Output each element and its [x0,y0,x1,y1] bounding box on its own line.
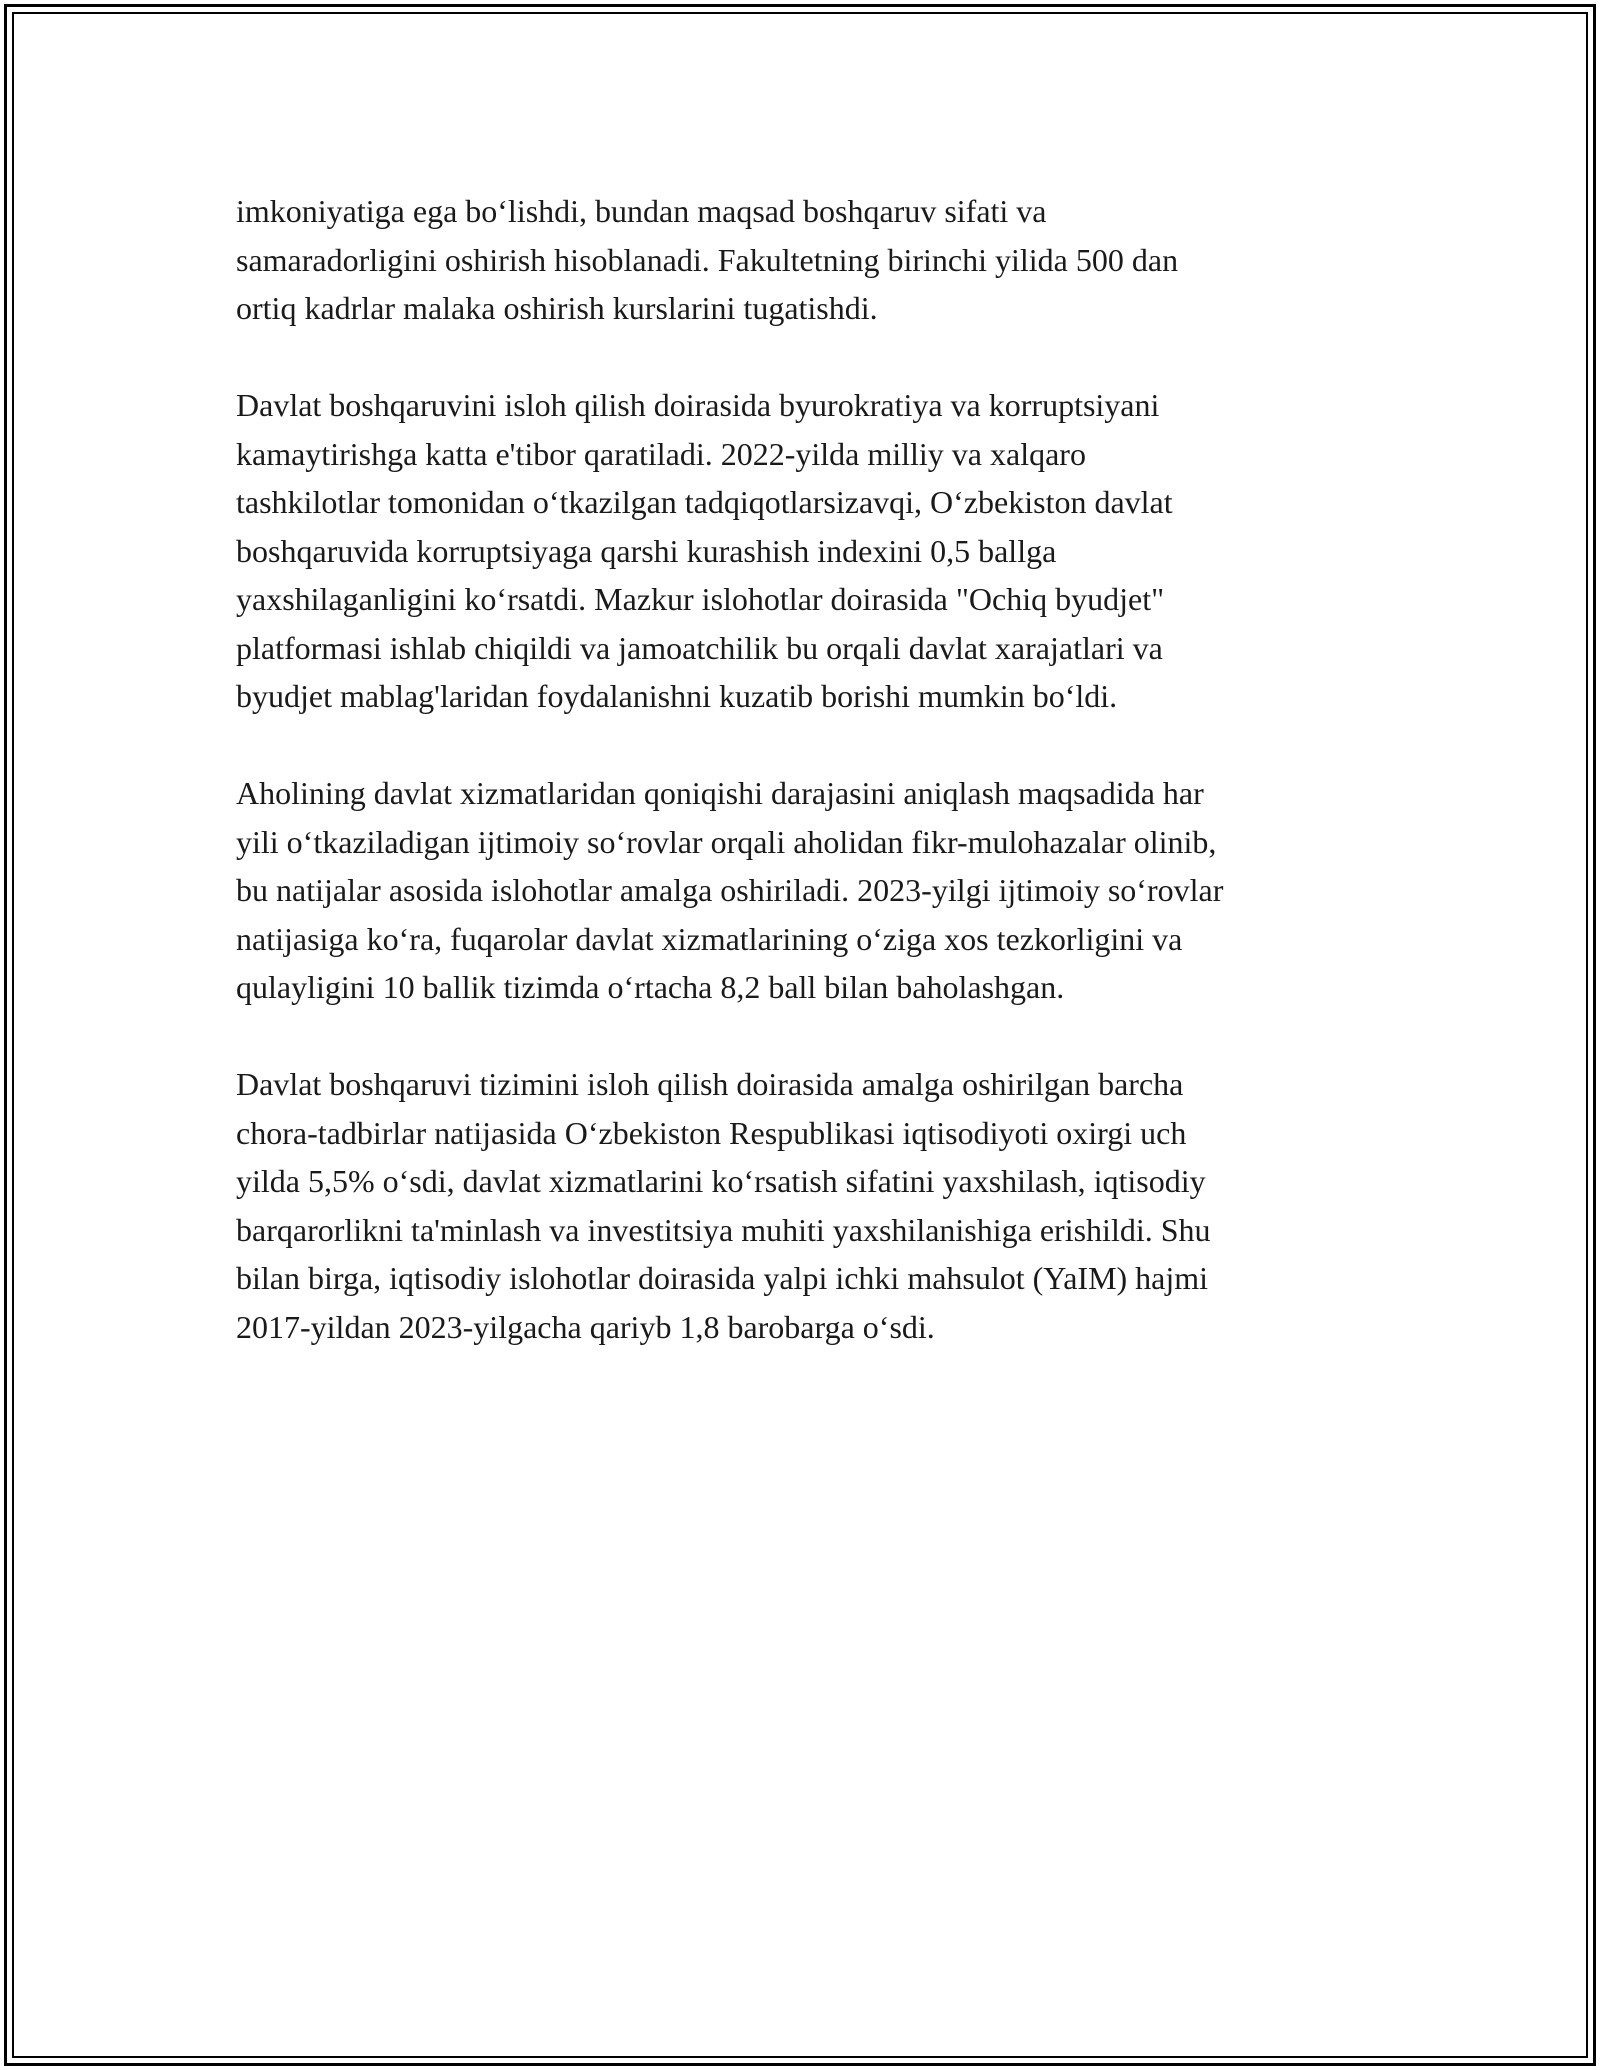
paragraph-3: Aholining davlat xizmatlaridan qoniqishi darajasini aniqlash maqsadida har yili o‘tkaziladigan ijtimoiy so‘rovlar orqali aholidan fikr-mulohazalar olinib, bu natijalar asosida islohotlar amalga oshiriladi. 2023-yilgi ijtimoiy so‘rovlar natijasiga ko‘ra, fuqarolar davlat xizmatlarining o‘ziga xos tezkorligini va qulayligini 10 ballik tizimda o‘rtacha 8,2 ball bilan baholashgan. [236,775,1224,1005]
paragraph-1: imkoniyatiga ega bo‘lishdi, bundan maqsad boshqaruv sifati va samaradorligini oshirish hisoblanadi. Fakultetning birinchi yilida 500 dan ortiq kadrlar malaka oshirish kurslarini tugatishdi. [236,193,1179,326]
paragraph-2: Davlat boshqaruvini isloh qilish doirasida byurokratiya va korruptsiyani kamaytirishga katta e'tibor qaratiladi. 2022-yilda milliy va xalqaro tashkilotlar tomonidan o‘tkazilgan tadqiqotlarsizavqi, O‘zbekiston davlat boshqaruvida korruptsiyaga qarshi kurashish indexini 0,5 ballga yaxshilaganligini ko‘rsatdi. Mazkur islohotlar doirasida "Ochiq byudjet" platformasi ishlab chiqildi va jamoatchilik bu orqali davlat xarajatlari va byudjet mablag'laridan foydalanishni kuzatib borishi mumkin bo‘ldi. [236,387,1173,714]
paragraph-4: Davlat boshqaruvi tizimini isloh qilish doirasida amalga oshirilgan barcha chora-tadbirlar natijasida O‘zbekiston Respublikasi iqtisodiyoti oxirgi uch yilda 5,5% o‘sdi, davlat xizmatlarini ko‘rsatish sifatini yaxshilash, iqtisodiy barqarorlikni ta'minlash va investitsiya muhiti yaxshilanishiga erishildi. Shu bilan birga, iqtisodiy islohotlar doirasida yalpi ichki mahsulot (YaIM) hajmi 2017-yildan 2023-yilgacha qariyb 1,8 barobarga o‘sdi. [236,1066,1211,1345]
document-body [236,187,1376,1400]
